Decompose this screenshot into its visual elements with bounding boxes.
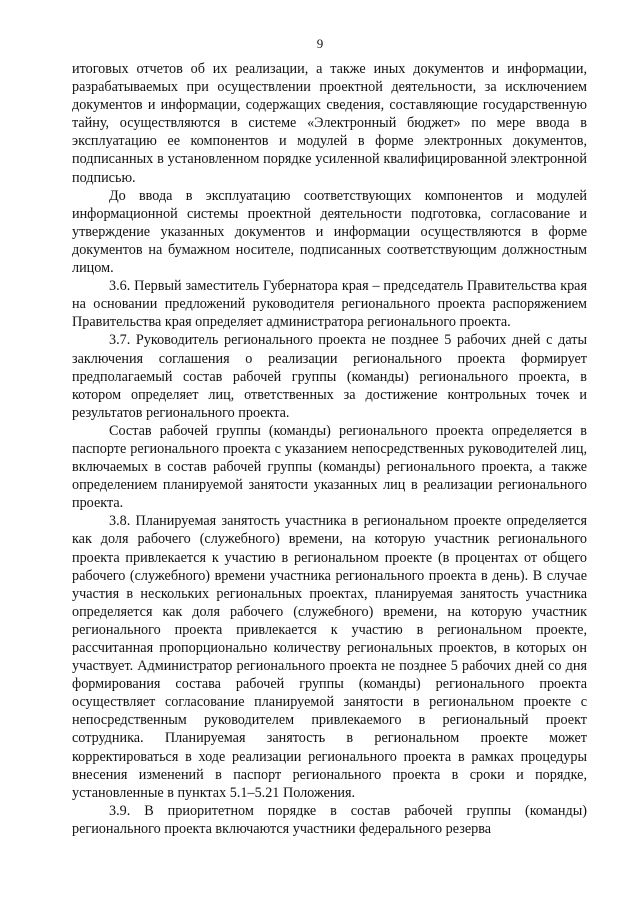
page-number: 9 xyxy=(316,36,324,51)
document-body xyxy=(72,60,587,838)
paragraph-continuation: итоговых отчетов об их реализации, а также иных документов и информации, разрабатываемых при осуществлении проектной деятельности, за исключением документов и информации, содержащих сведения, составляющие государственную тайну, осуществляются в системе «Электронный бюджет» по мере ввода в эксплуатацию ее компонентов и модулей в форме электронных документов, подписанных в установленном порядке усиленной квалифицированной электронной подписью. xyxy=(72,61,587,186)
paragraph-3-6: 3.6. Первый заместитель Губернатора края – председатель Правительства края на основании предложений руководителя регионального проекта распоряжением Правительства края определяет администратора регионального проекта. xyxy=(72,278,587,331)
paragraph-3-9: 3.9. В приоритетном порядке в состав рабочей группы (команды) регионального проекта включаются участники федерального резерва xyxy=(72,802,587,837)
paragraph-3-8: 3.8. Планируемая занятость участника в региональном проекте определяется как доля рабочего (служебного) времени, на которую участник регионального проекта привлекается к участию в региональном проекте (в процентах от общего рабочего (служебного) времени участника регионального проекта в день). В случае участия в нескольких региональных проектах, планируемая занятость участника определяется как доля рабочего (служебного) времени, на которую участник регионального проекта привлекается к участию в региональном проекте, рассчитанная пропорционально количеству региональных проектов, в которых он участвует. Администратор регионального проекта не позднее 5 рабочих дней со дня формирования состава рабочей группы (команды) регионального проекта осуществляет согласование планируемой занятости в региональном проекте с непосредственным руководителем привлекаемого в региональный проект сотрудника. Планируемая занятость в региональном проекте может корректироваться в ходе реализации регионального проекта в рамках процедуры внесения изменений в паспорт регионального проекта в сроки и порядке, установленные в пунктах 5.1–5.21 Положения. xyxy=(72,513,587,801)
paragraph-before-commissioning: До ввода в эксплуатацию соответствующих компонентов и модулей информационной системы проектной деятельности подготовка, согласование и утверждение указанных документов и информации осуществляются в форме документов на бумажном носителе, подписанных соответствующим должностным лицом. xyxy=(72,187,587,277)
paragraph-3-7: 3.7. Руководитель регионального проекта не позднее 5 рабочих дней с даты заключения соглашения о реализации регионального проекта формирует предполагаемый состав рабочей группы (команды) регионального проекта, в котором определяет лиц, ответственных за достижение контрольных точек и результатов регионального проекта. xyxy=(72,332,587,421)
paragraph-working-group-composition: Состав рабочей группы (команды) регионального проекта определяется в паспорте регионального проекта с указанием непосредственных руководителей лиц, включаемых в состав рабочей группы (команды) регионального проекта, а также определением планируемой занятости указанных лиц в реализации регионального проекта. xyxy=(72,422,587,512)
